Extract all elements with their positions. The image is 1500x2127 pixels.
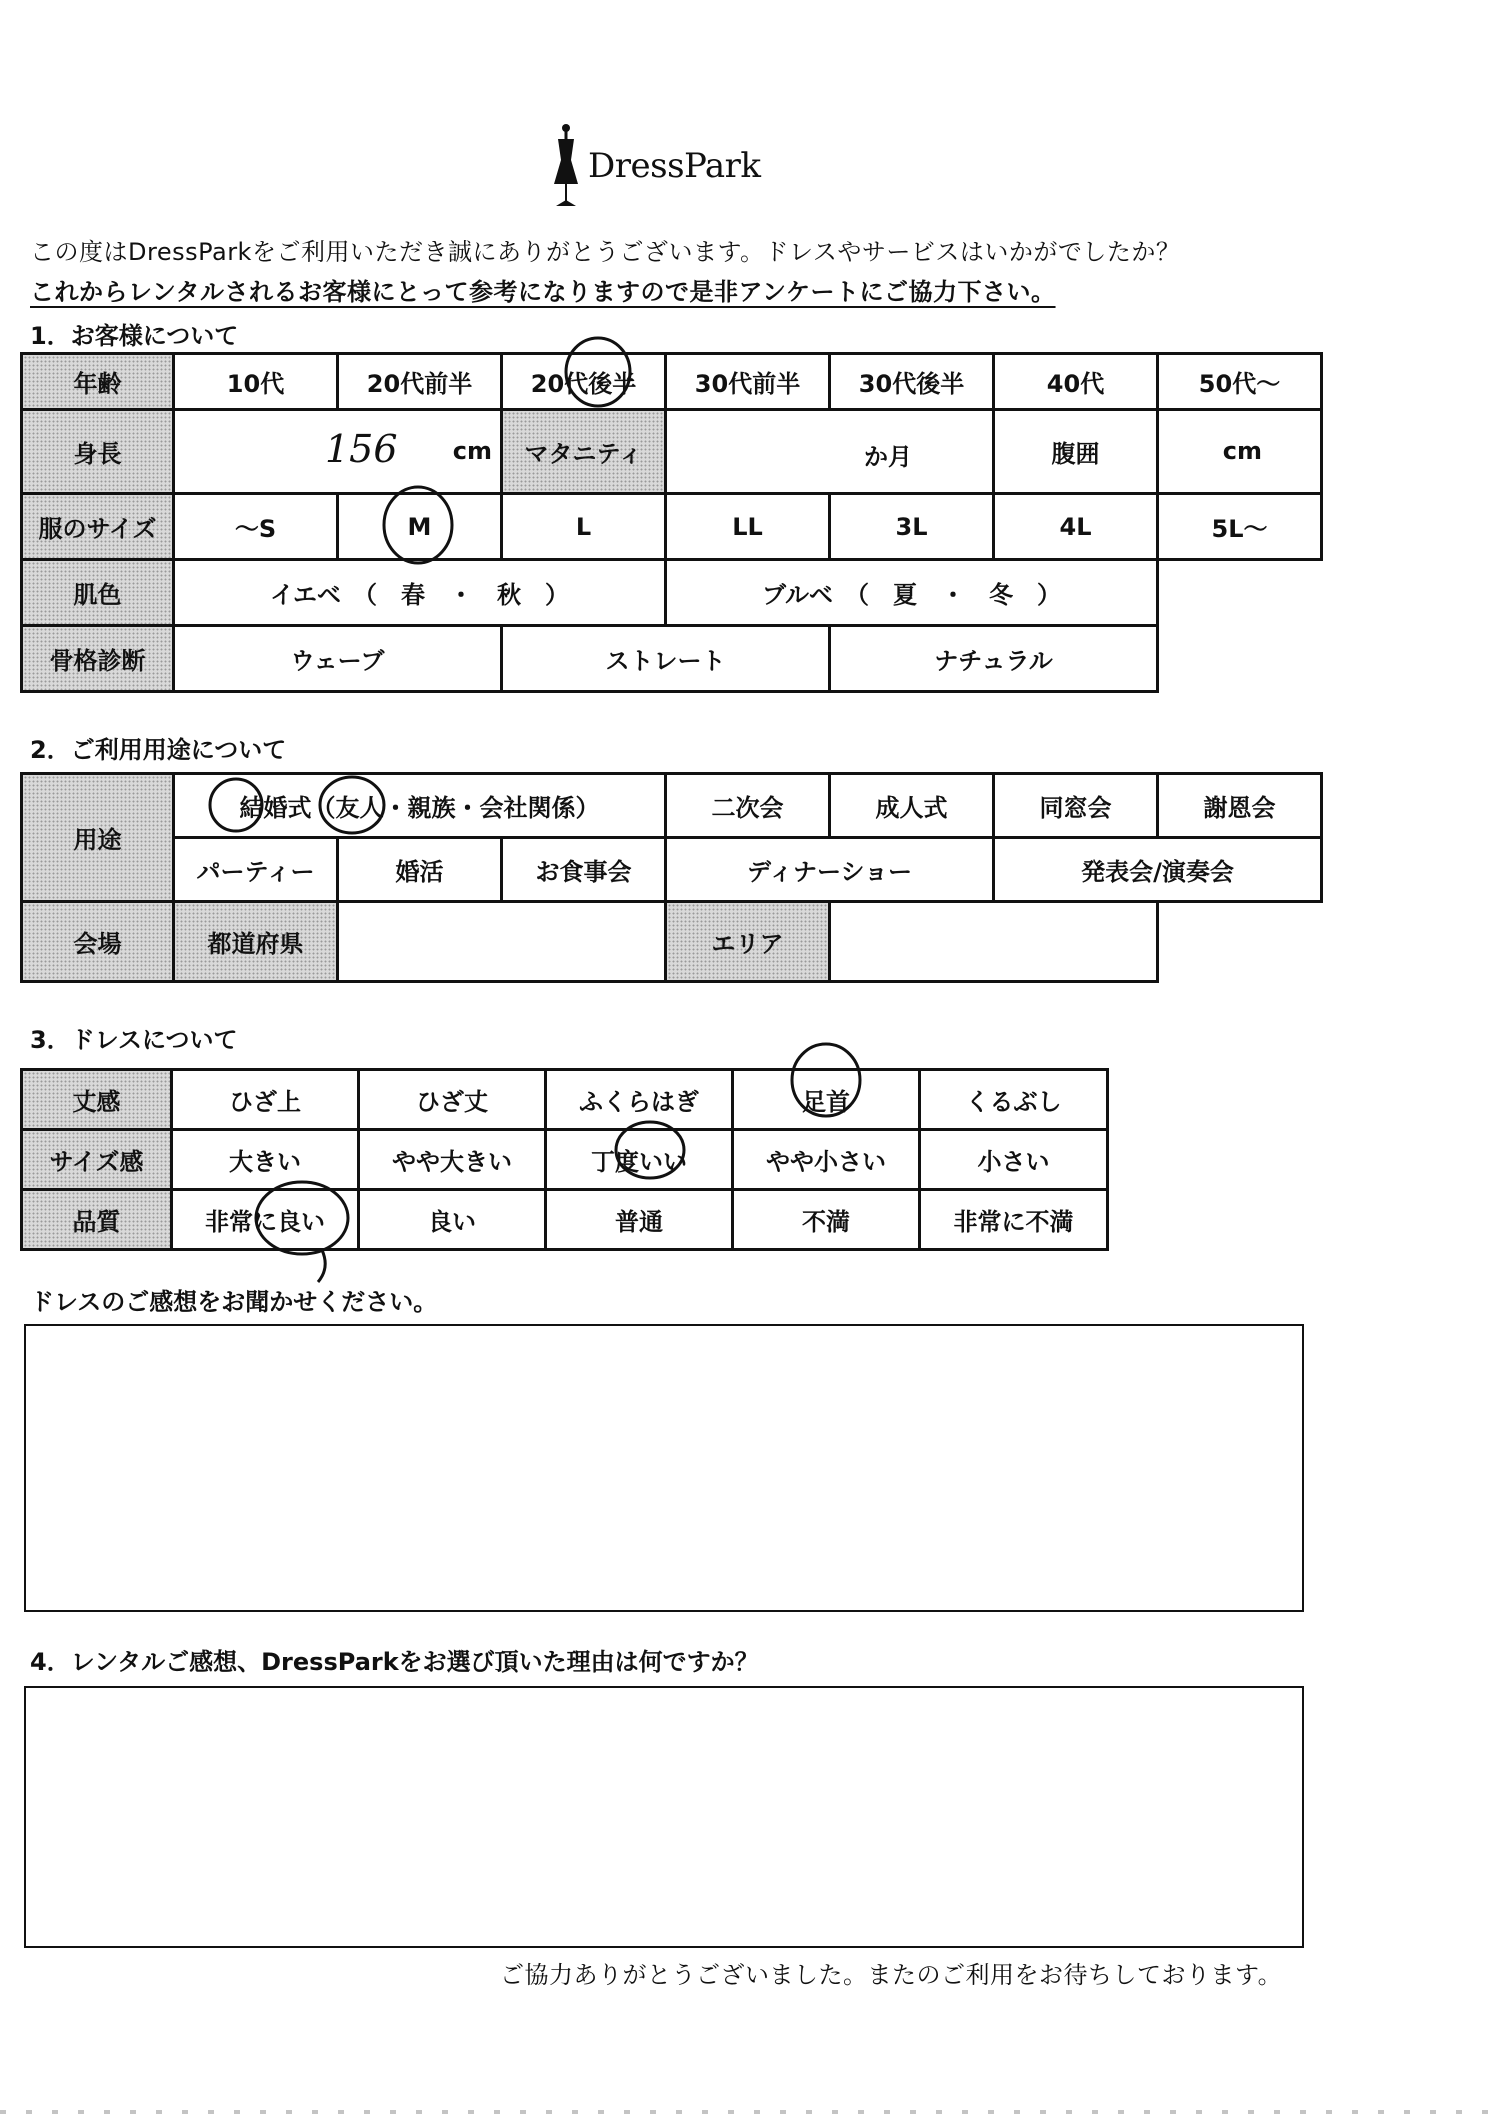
scan-artifact (0, 2110, 1500, 2114)
size-option[interactable]: 5L～ (1158, 494, 1322, 560)
brand-name: DressPark (588, 146, 761, 186)
length-option[interactable]: ひざ上 (172, 1070, 359, 1130)
age-option[interactable]: 50代～ (1158, 354, 1322, 410)
intro-request: これからレンタルされるお客様にとって参考になりますので是非アンケートにご協力下さい。 (30, 278, 1056, 306)
skin-option-blue[interactable]: ブルベ （ 夏 ・ 冬 ） (666, 560, 1158, 626)
purpose-option[interactable]: お食事会 (502, 838, 666, 902)
dress-comment-prompt: ドレスのご感想をお聞かせください。 (30, 1288, 438, 1316)
dresspark-logo (548, 122, 788, 212)
purpose-label: 用途 (22, 774, 174, 902)
purpose-option[interactable]: 同窓会 (994, 774, 1158, 838)
height-label: 身長 (22, 410, 174, 494)
waist-unit: cm (1222, 437, 1262, 465)
section4-title: 4．レンタルご感想、DressParkをお選び頂いた理由は何ですか？ (30, 1648, 759, 1676)
quality-option-selected[interactable]: 非常に良い (172, 1190, 359, 1250)
quality-label: 品質 (22, 1190, 172, 1250)
age-option[interactable]: 30代後半 (830, 354, 994, 410)
section1-title: 1．お客様について (30, 322, 239, 350)
height-field[interactable] (174, 410, 502, 494)
purpose-option[interactable]: 婚活 (338, 838, 502, 902)
purpose-option[interactable]: 謝恩会 (1158, 774, 1322, 838)
length-option-selected[interactable]: 足首 (733, 1070, 920, 1130)
purpose-option[interactable]: 成人式 (830, 774, 994, 838)
area-field[interactable] (830, 902, 1158, 982)
fit-option[interactable]: やや小さい (733, 1130, 920, 1190)
size-option[interactable]: L (502, 494, 666, 560)
height-value: 156 (325, 427, 398, 471)
purpose-option[interactable]: 発表会/演奏会 (994, 838, 1322, 902)
purpose-option[interactable]: パーティー (174, 838, 338, 902)
prefecture-label: 都道府県 (174, 902, 338, 982)
fit-option[interactable]: やや大きい (359, 1130, 546, 1190)
length-option[interactable]: ひざ丈 (359, 1070, 546, 1130)
section3-title: 3．ドレスについて (30, 1026, 238, 1054)
frame-option[interactable]: ストレート (502, 626, 830, 692)
dress-comment-box[interactable] (24, 1324, 1304, 1612)
purpose-option[interactable]: ディナーショー (666, 838, 994, 902)
fit-label: サイズ感 (22, 1130, 172, 1190)
section2-title: 2．ご利用用途について (30, 736, 287, 764)
age-option[interactable]: 40代 (994, 354, 1158, 410)
fit-option[interactable]: 小さい (920, 1130, 1108, 1190)
length-label: 丈感 (22, 1070, 172, 1130)
quality-option[interactable]: 普通 (546, 1190, 733, 1250)
waist-label: 腹囲 (994, 410, 1158, 494)
age-label: 年齢 (22, 354, 174, 410)
purpose-wedding[interactable]: 結婚式（友人・親族・会社関係） (174, 774, 666, 838)
age-option-selected[interactable]: 20代後半 (502, 354, 666, 410)
size-option[interactable]: 3L (830, 494, 994, 560)
intro-text: この度はDressParkをご利用いただき誠にありがとうございます。ドレスやサービスはいかがでしたか？ (30, 238, 1181, 266)
frame-option[interactable]: ナチュラル (830, 626, 1158, 692)
maternity-months-field[interactable] (666, 410, 994, 494)
age-option[interactable]: 10代 (174, 354, 338, 410)
rental-reason-box[interactable] (24, 1686, 1304, 1948)
fit-option[interactable]: 大きい (172, 1130, 359, 1190)
purpose-table (20, 772, 1323, 983)
fit-option-selected[interactable]: 丁度いい (546, 1130, 733, 1190)
quality-option[interactable]: 良い (359, 1190, 546, 1250)
size-option[interactable]: ～S (174, 494, 338, 560)
dress-mannequin-icon (548, 122, 584, 212)
age-option[interactable]: 20代前半 (338, 354, 502, 410)
closing-message: ご協力ありがとうございました。またのご利用をお待ちしております。 (500, 1961, 1283, 1989)
purpose-option[interactable]: 二次会 (666, 774, 830, 838)
size-label: 服のサイズ (22, 494, 174, 560)
customer-info-table (20, 352, 1323, 693)
size-option[interactable]: LL (666, 494, 830, 560)
length-option[interactable]: くるぶし (920, 1070, 1108, 1130)
length-option[interactable]: ふくらはぎ (546, 1070, 733, 1130)
quality-option[interactable]: 非常に不満 (920, 1190, 1108, 1250)
waist-field[interactable] (1158, 410, 1322, 494)
area-label: エリア (666, 902, 830, 982)
skin-option-yellow[interactable]: イエベ （ 春 ・ 秋 ） (174, 560, 666, 626)
skin-label: 肌色 (22, 560, 174, 626)
quality-circle-tail (318, 1250, 325, 1282)
size-option-selected[interactable]: M (338, 494, 502, 560)
size-option[interactable]: 4L (994, 494, 1158, 560)
height-unit: cm (452, 437, 492, 465)
dress-table (20, 1068, 1109, 1251)
maternity-label: マタニティ (502, 410, 666, 494)
frame-option[interactable]: ウェーブ (174, 626, 502, 692)
quality-option[interactable]: 不満 (733, 1190, 920, 1250)
age-option[interactable]: 30代前半 (666, 354, 830, 410)
months-unit: か月 (864, 443, 912, 471)
prefecture-field[interactable] (338, 902, 666, 982)
frame-label: 骨格診断 (22, 626, 174, 692)
venue-label: 会場 (22, 902, 174, 982)
